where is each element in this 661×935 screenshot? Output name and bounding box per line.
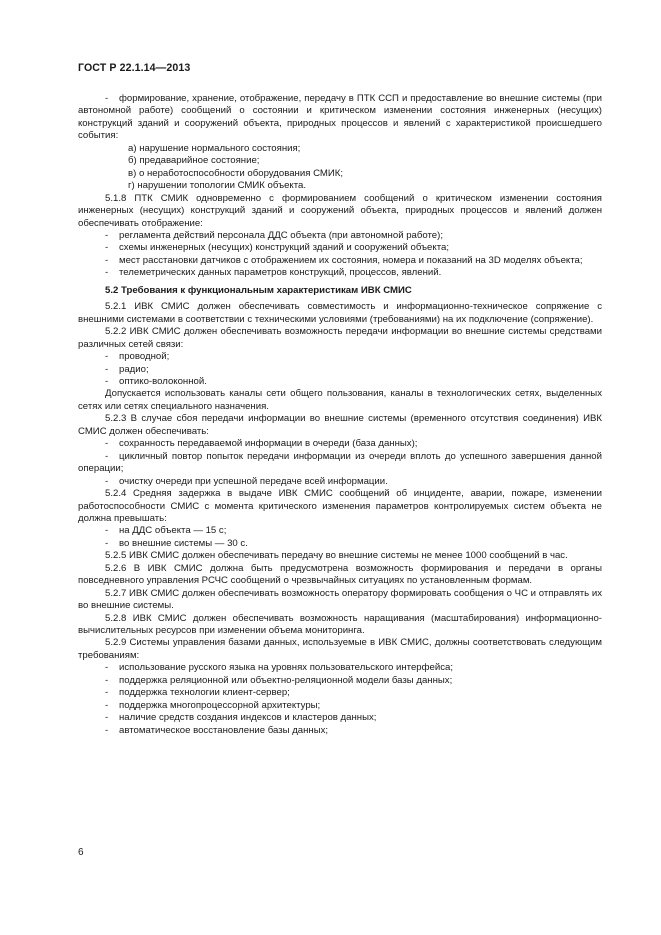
- clause-paragraph: 5.2.5 ИВК СМИС должен обеспечивать передачу во внешние системы не менее 1000 сообщений в час.: [105, 550, 568, 562]
- clause-paragraph: 5.2.1 ИВК СМИС должен обеспечивать совместимость и информационно-техническое сопряжение с внешними системами в соответствии с техническими условиями (требованиями) на их подключение (сопряжение).: [78, 301, 602, 325]
- dash-marker: -: [105, 254, 109, 266]
- dash-marker: -: [105, 351, 109, 363]
- list-item: - сохранность передаваемой информации в очереди (база данных);: [105, 438, 418, 450]
- dash-marker: -: [105, 724, 109, 736]
- dash-marker: -: [105, 687, 109, 699]
- list-item: - на ДДС объекта — 15 с;: [105, 525, 227, 537]
- dash-marker: -: [105, 525, 109, 537]
- page-number: 6: [78, 847, 84, 858]
- list-item: - радио;: [105, 363, 149, 375]
- list-item: - использование русского языка на уровнях пользовательского интерфейса;: [105, 662, 454, 674]
- dash-marker: -: [105, 712, 109, 724]
- list-item: - наличие средств создания индексов и кластеров данных;: [105, 712, 377, 724]
- list-item: - очистку очереди при успешной передаче всей информации.: [105, 475, 388, 487]
- list-item: - формирование, хранение, отображение, передачу в ПТК ССП и предоставление во внешние системы (при автономной работе) сообщений о состоянии и критическом изменении состояния инженерных (несущих) конструкций зданий и сооружений объекта, природных процессов и явлений с характеристикой происшедшего события:: [78, 93, 602, 142]
- list-item: - автоматическое восстановление базы данных;: [105, 724, 329, 736]
- list-item: - цикличный повтор попыток передачи информации из очереди вплоть до успешного завершения данной операции;: [78, 450, 602, 475]
- dash-marker: -: [105, 674, 109, 686]
- list-item: - поддержка реляционной или объектно-реляционной модели базы данных;: [105, 674, 453, 686]
- dash-marker: -: [105, 662, 109, 674]
- dash-marker: -: [105, 375, 109, 387]
- list-item: - регламента действий персонала ДДС объекта (при автономной работе);: [105, 229, 443, 241]
- clause-paragraph: 5.1.8 ПТК СМИК одновременно с формированием сообщений о критическом изменении состояния инженерных (несущих) конструкций зданий и сооружений объекта, природных процессов и явлений должен обеспечивать отображение:: [78, 192, 602, 229]
- clause-paragraph: 5.2.9 Системы управления базами данных, используемые в ИВК СМИС, должны соответствовать следующим требованиям:: [78, 637, 602, 661]
- dash-marker: -: [105, 438, 109, 450]
- list-item: - проводной;: [105, 351, 170, 363]
- dash-marker: -: [105, 475, 109, 487]
- section-heading: 5.2 Требования к функциональным характеристикам ИВК СМИС: [105, 284, 412, 296]
- clause-paragraph: Допускается использовать каналы сети общего пользования, каналы в технологических сетях, выделенных сетях или сетях специального назначения.: [78, 388, 602, 412]
- clause-paragraph: 5.2.6 В ИВК СМИС должна быть предусмотрена возможность формирования и передачи в органы повседневного управления РСЧС сообщений о чрезвычайных ситуациях по установленным формам.: [78, 562, 602, 587]
- enumerated-item: г) нарушении топологии СМИК объекта.: [128, 180, 306, 192]
- dash-marker: -: [105, 450, 109, 462]
- clause-paragraph: 5.2.8 ИВК СМИС должен обеспечивать возможность наращивания (масштабирования) информационно-вычислительных ресурсов при изменении объема мониторинга.: [78, 612, 602, 637]
- dash-marker: -: [105, 229, 109, 241]
- clause-paragraph: 5.2.3 В случае сбоя передачи информации во внешние системы (временного отсутствия соединения) ИВК СМИС должен обеспечивать:: [78, 413, 602, 437]
- enumerated-item: б) предаварийное состояние;: [128, 155, 260, 167]
- clause-paragraph: 5.2.2 ИВК СМИС должен обеспечивать возможность передачи информации во внешние системы средствами различных сетей связи:: [78, 326, 602, 350]
- dash-marker: -: [105, 363, 109, 375]
- enumerated-item: а) нарушение нормального состояния;: [128, 142, 301, 154]
- list-item: - поддержка технологии клиент-сервер;: [105, 687, 290, 699]
- list-item: - схемы инженерных (несущих) конструкций зданий и сооружений объекта;: [105, 242, 449, 254]
- enumerated-item: в) о неработоспособности оборудования СМИК;: [128, 167, 344, 179]
- clause-paragraph: 5.2.7 ИВК СМИС должен обеспечивать возможность оператору формировать сообщения о ЧС и отправлять их во внешние системы.: [78, 587, 602, 612]
- clause-paragraph: 5.2.4 Средняя задержка в выдаче ИВК СМИС сообщений об инциденте, аварии, пожаре, изменении работоспособности СМИС с момента критического изменения параметров контролируемых систем объекта не должна превышать:: [78, 488, 602, 524]
- dash-marker: -: [105, 93, 109, 104]
- document-body: [78, 93, 602, 737]
- list-item: - поддержка многопроцессорной архитектуры;: [105, 699, 321, 711]
- dash-marker: -: [105, 267, 109, 279]
- list-item: - телеметрических данных параметров конструкций, процессов, явлений.: [105, 267, 442, 279]
- dash-marker: -: [105, 699, 109, 711]
- standard-code-header: ГОСТ Р 22.1.14—2013: [78, 62, 191, 74]
- list-item: - оптико-волоконной.: [105, 375, 207, 387]
- dash-marker: -: [105, 537, 109, 549]
- list-item: - мест расстановки датчиков с отображением их состояния, номера и показаний на 3D моделях объекта;: [105, 254, 583, 266]
- list-item: - во внешние системы — 30 с.: [105, 537, 248, 549]
- dash-marker: -: [105, 242, 109, 254]
